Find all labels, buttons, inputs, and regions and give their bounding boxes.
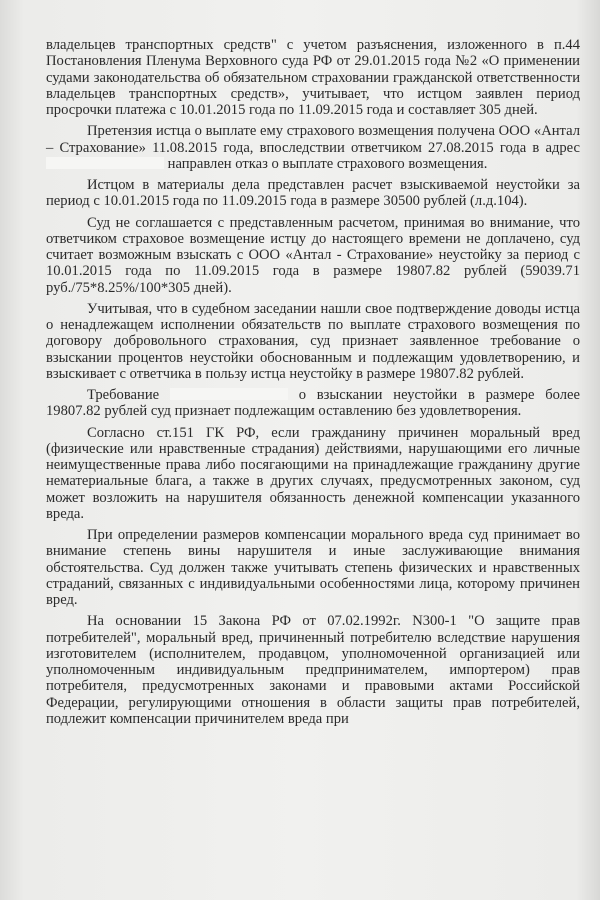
- redaction-block: [46, 157, 164, 169]
- paragraph-7: Согласно ст.151 ГК РФ, если гражданину причинен моральный вред (физические или нравственные страдания) действиями, нарушающими его личные неимущественные права либо посягающими на принадлежащие гражданину другие нематериальные блага, а также в других случаях, предусмотренных законом, суд может возложить на нарушителя обязанность денежной компенсации указанного вреда.: [46, 424, 580, 522]
- paragraph-9: На основании 15 Закона РФ от 07.02.1992г. N300-1 "О защите прав потребителей", моральный вред, причиненный потребителю вследствие нарушения изготовителем (исполнителем, продавцом, уполномоченной организацией или уполномоченным индивидуальным предпринимателем, импортером) прав потребителя, предусмотренных законами и правовыми актами Российской Федерации, регулирующими отношения в области защиты прав потребителей, подлежит компенсации причинителем вреда при: [46, 613, 580, 727]
- paragraph-5: Учитывая, что в судебном заседании нашли свое подтверждение доводы истца о ненадлежащем исполнении обязательств по выплате страхового возмещения по договору добровольного страхования, суд признает заявленное требование о взыскании процентов неустойки обоснованным и подлежащим удовлетворению, и взыскивает с ответчика в пользу истца неустойку в размере 19807.82 рублей.: [46, 300, 580, 382]
- document-body: [46, 37, 580, 732]
- paragraph-6: [46, 387, 580, 420]
- paragraph-2-end: направлен отказ о выплате страхового возмещения.: [167, 155, 488, 172]
- paragraph-3: Истцом в материалы дела представлен расчет взыскиваемой неустойки за период с 10.01.2015 года по 11.09.2015 года в размере 30500 рублей (л.д.104).: [46, 177, 580, 210]
- paragraph-2: [46, 123, 580, 172]
- redaction-block: [170, 388, 288, 400]
- paragraph-6-start: Требование: [87, 387, 160, 403]
- paragraph-2-start: Претензия истца о выплате ему страхового возмещения получена ООО «Антал – Страхование» 11.08.2015 года, впоследствии ответчиком 27.08.2015 года в адрес: [46, 123, 580, 156]
- paragraph-1: владельцев транспортных средств" с учетом разъяснения, изложенного в п.44 Постановления Пленума Верховного суда РФ от 29.01.2015 года №2 «О применении судами законодательства об обязательном страховании гражданской ответственности владельцев транспортных средств», учитывает, что истцом заявлен период просрочки платежа с 10.01.2015 года по 11.09.2015 года и составляет 305 дней.: [46, 37, 580, 118]
- paragraph-4: Суд не соглашается с представленным расчетом, принимая во внимание, что ответчиком страховое возмещение истцу до настоящего времени не доплачено, суд считает возможным взыскать с ООО «Антал - Страхование» неустойку за период с 10.01.2015 года по 11.09.2015 года в размере 19807.82 рублей (59039.71 руб./75*8.25%/100*305 дней).: [46, 214, 580, 296]
- paragraph-8: При определении размеров компенсации морального вреда суд принимает во внимание степень вины нарушителя и иные заслуживающие внимания обстоятельства. Суд должен также учитывать степень физических и нравственных страданий, связанных с индивидуальными особенностями лица, которому причинен вред.: [46, 527, 580, 608]
- paragraph-6-end: о взыскании неустойки в размере более 19807.82 рублей суд признает подлежащим оставлению без удовлетворения.: [46, 387, 580, 420]
